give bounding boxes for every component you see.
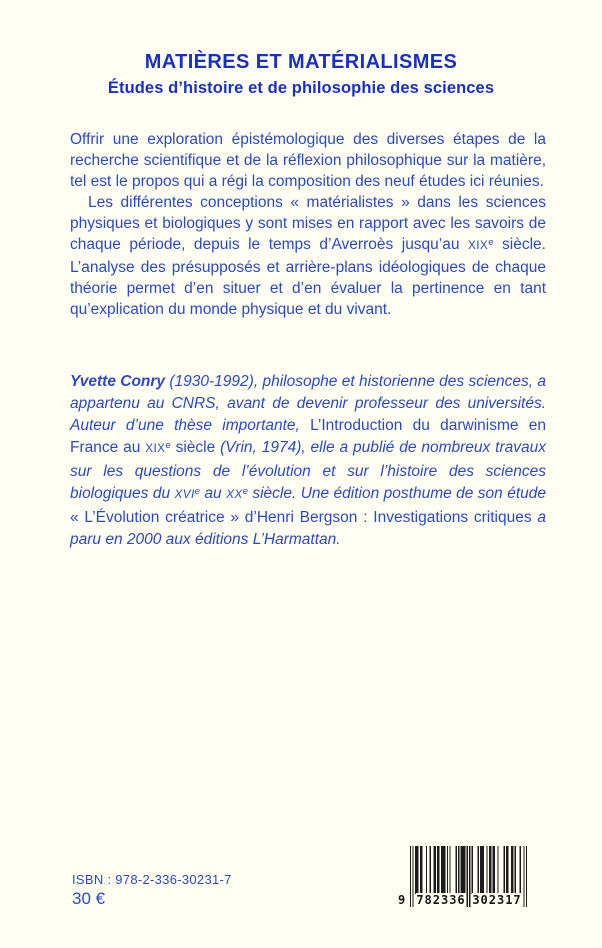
text-segment: e [165, 439, 171, 451]
price-text: 30 € [72, 889, 106, 908]
barcode [398, 846, 527, 908]
synopsis-paragraph-1: Offrir une exploration épistémologique des diverses étapes de la recherche scientifique et de la réflexion philosophique sur la matière, tel est le propos qui a régi la composition des neuf études ici réunies. [70, 131, 546, 190]
barcode-digit-group: 302317 [472, 893, 522, 907]
book-title: MATIÈRES ET MATÉRIALISMES [144, 51, 458, 73]
text-segment: « L’Évolution créatrice » d’Henri Bergson : Investigations critiques [70, 509, 538, 526]
text-segment: XIX [468, 239, 489, 252]
text-segment: XIX [145, 442, 166, 455]
text-segment: (Vrin, 1974), elle a publié de nombreux travaux sur les questions de l’évolution et sur l’histoire des sciences biologiques du [70, 439, 546, 502]
text-segment: a paru en 2000 aux éditions L’Harmattan. [70, 509, 546, 548]
book-subtitle: Études d’histoire et de philosophie des sciences [107, 79, 495, 97]
text-segment: XX [226, 488, 243, 501]
text-segment: au [200, 485, 227, 502]
text-segment: Les différentes conceptions « matérialistes » dans les sciences physiques et biologiques y sont mises en rapport avec les savoirs de chaque période, depuis le temps d’Averroès jusqu’au [70, 194, 546, 253]
text-segment: siècle. L’analyse des présupposés et arrière-plans idéologiques de chaque théorie permet d’en situer et d’en évaluer la pertinence en tant qu’explication du monde physique et du vivant. [70, 236, 546, 318]
text-segment: siècle [170, 439, 221, 456]
author-bio [70, 371, 546, 551]
text-segment: e [488, 236, 494, 248]
isbn-text: ISBN : 978-2-336-30231-7 [72, 872, 232, 887]
barcode-digit-group: 9 [398, 893, 406, 907]
barcode-digits [398, 893, 527, 907]
text-segment: e [194, 485, 201, 497]
text-segment: siècle. Une édition posthume de son étude [247, 485, 546, 502]
synopsis-paragraph-2 [70, 192, 546, 320]
text-segment: (1930-1992), philosophe et historienne des sciences, a appartenu au CNRS, avant de devenir professeur des universités. Auteur d’une thèse importante, [70, 373, 546, 434]
synopsis [70, 129, 546, 320]
header [56, 51, 546, 98]
text-segment: e [242, 485, 248, 497]
text-segment: L’Introduction du darwinisme en France au [70, 417, 546, 456]
text-segment: XVI [174, 488, 195, 501]
text-segment: Yvette Conry [70, 373, 170, 390]
barcode-digit-group: 782336 [416, 893, 466, 907]
